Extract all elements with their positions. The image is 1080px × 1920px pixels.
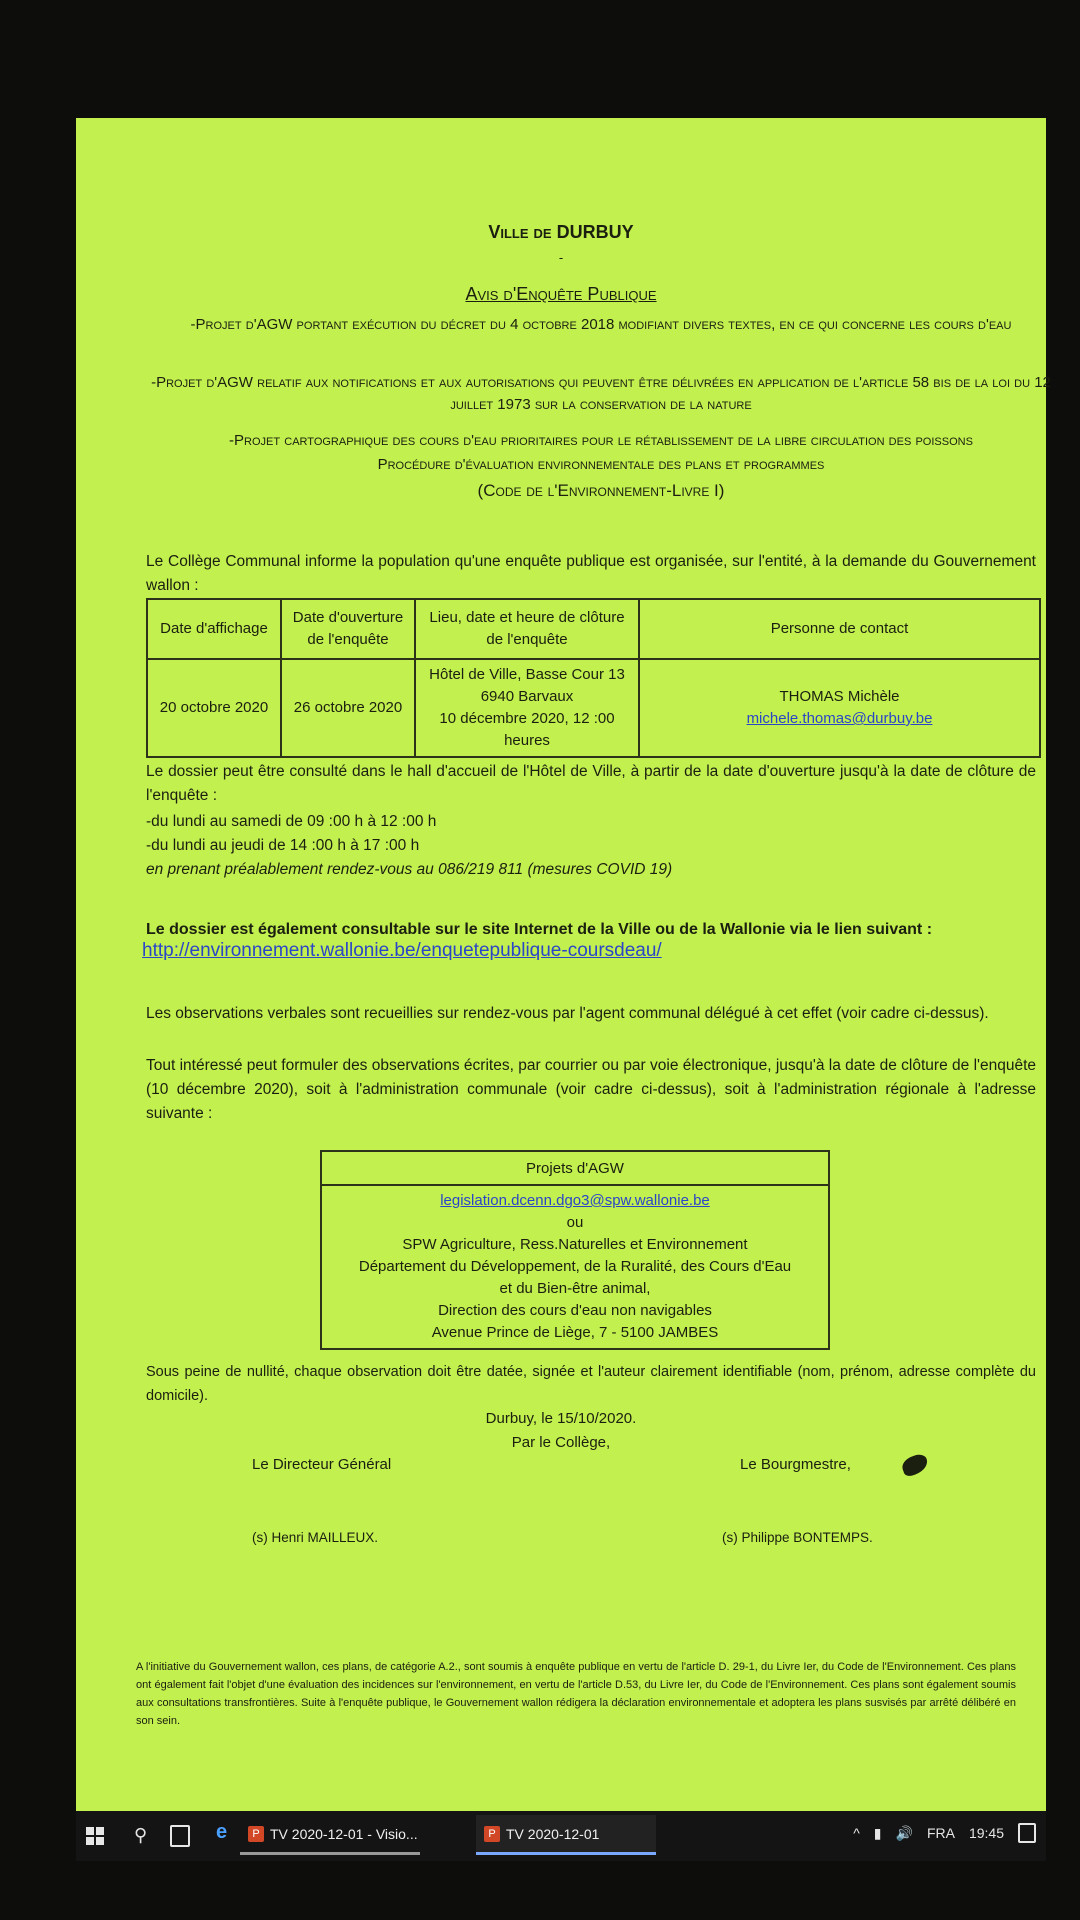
mayor-title: Le Bourgmestre,	[740, 1456, 851, 1473]
signature-college: Par le Collège,	[511, 1434, 611, 1451]
battery-icon[interactable]: ▮	[873, 1824, 882, 1841]
intro-paragraph: Le Collège Communal informe la population qu'une enquête publique est organisée, sur l'entité, à la demande du Gouvernement wallon :	[146, 553, 1036, 594]
taskbar-app-tv[interactable]	[476, 1815, 656, 1855]
director-name: (s) Henri MAILLEUX.	[252, 1530, 379, 1545]
agw-address-line: SPW Agriculture, Ress.Naturelles et Environnement	[402, 1236, 748, 1253]
search-icon[interactable]: ⚲	[134, 1825, 148, 1845]
agw-address-line: Avenue Prince de Liège, 7 - 5100 JAMBES	[431, 1324, 719, 1341]
agw-address-cell	[321, 1185, 829, 1349]
contact-name: THOMAS Michèle	[779, 688, 900, 705]
verbal-observations-paragraph: Les observations verbales sont recueillies sur rendez-vous par l'agent communal délégué à cet effet (voir cadre ci-dessus).	[146, 1005, 989, 1022]
signature-place-date: Durbuy, le 15/10/2020.	[485, 1410, 637, 1427]
table-header-row	[321, 1151, 829, 1185]
taskbar-app-label: TV 2020-12-01 - Visio...	[270, 1825, 418, 1842]
consult-paragraph: Le dossier peut être consulté dans le hall d'accueil de l'Hôtel de Ville, à partir de la date d'ouverture jusqu'à la date de clôture de l'enquête :	[146, 763, 1036, 804]
table-header-row	[147, 599, 1040, 659]
footnote: A l'initiative du Gouvernement wallon, ces plans, de catégorie A.2., sont soumis à enquête publique en vertu de l'article D. 29-1, du Livre Ier, du Code de l'Environnement. Ces plans ont également fait l'objet d'une évaluation des incidences sur l'environnement, en vertu de l'article D.53, du Livre Ier, du Code de l'Environnement. Ces plans sont également soumis aux consultations transfrontières. Suite à l'enquête publique, le Gouvernement wallon rédigera la déclaration environnementale et adoptera les plans susvisés par arrêté délibéré en son sein.	[136, 1661, 1016, 1727]
posting-date: 20 octobre 2020	[147, 659, 281, 757]
contact-email-link[interactable]: michele.thomas@durbuy.be	[746, 710, 933, 727]
chevron-up-icon[interactable]: ^	[853, 1825, 860, 1841]
agw-address-table	[320, 1150, 830, 1350]
table-header-cell: Lieu, date et heure de clôture de l'enquête	[415, 599, 639, 659]
opening-date: 26 octobre 2020	[281, 659, 415, 757]
language-indicator[interactable]: FRA	[926, 1825, 955, 1841]
notification-icon[interactable]	[1018, 1823, 1036, 1843]
project-line: -Projet d'AGW relatif aux notifications et aux autorisations qui peuvent être délivrées en application de l'article 58 bis de la loi du 12 juillet 1973 sur la conservation de la nature	[151, 374, 1051, 413]
closing-address: Hôtel de Ville, Basse Cour 13	[429, 666, 625, 683]
procedure-line: Procédure d'évaluation environnementale des plans et programmes	[377, 456, 825, 473]
clock[interactable]: 19:45	[968, 1825, 1004, 1841]
agw-address-line: Département du Développement, de la Ruralité, des Cours d'Eau	[358, 1258, 792, 1275]
notice-title: Avis d'Enquête Publique	[465, 284, 657, 304]
enquiry-info-table	[146, 598, 1041, 758]
title-separator: -	[558, 250, 564, 265]
appointment-line: en prenant préalablement rendez-vous au 086/219 811 (mesures COVID 19)	[146, 861, 673, 878]
taskbar-app-label: TV 2020-12-01	[506, 1825, 600, 1842]
table-header-cell: Date d'affichage	[147, 599, 281, 659]
hours-line: -du lundi au jeudi de 14 :00 h à 17 :00 h	[146, 837, 420, 854]
website-link[interactable]: http://environnement.wallonie.be/enquetepublique-coursdeau/	[142, 940, 662, 961]
agw-email-link[interactable]: legislation.dcenn.dgo3@spw.wallonie.be	[440, 1192, 710, 1209]
edge-icon[interactable]: e	[216, 1821, 228, 1843]
closing-datetime: 10 décembre 2020, 12 :00 heures	[439, 710, 615, 749]
signature-mark	[900, 1452, 931, 1478]
agw-address-line: Direction des cours d'eau non navigables	[438, 1302, 712, 1319]
project-line: -Projet d'AGW portant exécution du décret du 4 octobre 2018 modifiant divers textes, en ce qui concerne les cours d'eau	[190, 316, 1012, 333]
system-tray	[853, 1823, 1036, 1843]
agw-or: ou	[566, 1214, 584, 1231]
project-line: -Projet cartographique des cours d'eau prioritaires pour le rétablissement de la libre circulation des poissons	[229, 432, 973, 449]
volume-icon[interactable]: 🔊	[895, 1824, 913, 1841]
written-observations-paragraph: Tout intéressé peut formuler des observations écrites, par courrier ou par voie électronique, jusqu'à la date de clôture de l'enquête (10 décembre 2020), soit à l'administration communale (voir cadre ci-dessus), soit à l'administration régionale à l'adresse suivante :	[146, 1057, 1036, 1122]
agw-header: Projets d'AGW	[321, 1151, 829, 1185]
closing-place-cell	[415, 659, 639, 757]
table-header-cell: Date d'ouverture de l'enquête	[281, 599, 415, 659]
contact-cell	[639, 659, 1040, 757]
taskbar	[76, 1811, 1046, 1861]
task-view-icon[interactable]	[170, 1825, 190, 1847]
hours-line: -du lundi au samedi de 09 :00 h à 12 :00 h	[146, 813, 437, 830]
website-paragraph: Le dossier est également consultable sur le site Internet de la Ville ou de la Wallonie via le lien suivant :	[146, 921, 933, 938]
director-title: Le Directeur Général	[252, 1456, 392, 1473]
windows-start-icon[interactable]	[86, 1827, 104, 1845]
powerpoint-icon: P	[484, 1826, 500, 1842]
document-screen	[76, 118, 1051, 1811]
code-reference: (Code de l'Environnement-Livre I)	[477, 481, 725, 500]
table-row	[147, 659, 1040, 757]
closing-city: 6940 Barvaux	[480, 688, 574, 705]
nullity-paragraph: Sous peine de nullité, chaque observation doit être datée, signée et l'auteur clairement identifiable (nom, prénom, adresse complète du domicile).	[146, 1364, 1036, 1404]
city-title: Ville de DURBUY	[488, 222, 634, 242]
mayor-name: (s) Philippe BONTEMPS.	[722, 1530, 873, 1545]
table-header-cell: Personne de contact	[639, 599, 1040, 659]
table-row	[321, 1185, 829, 1349]
taskbar-app-visio[interactable]	[240, 1815, 420, 1855]
powerpoint-icon: P	[248, 1826, 264, 1842]
agw-address-line: et du Bien-être animal,	[499, 1280, 651, 1297]
